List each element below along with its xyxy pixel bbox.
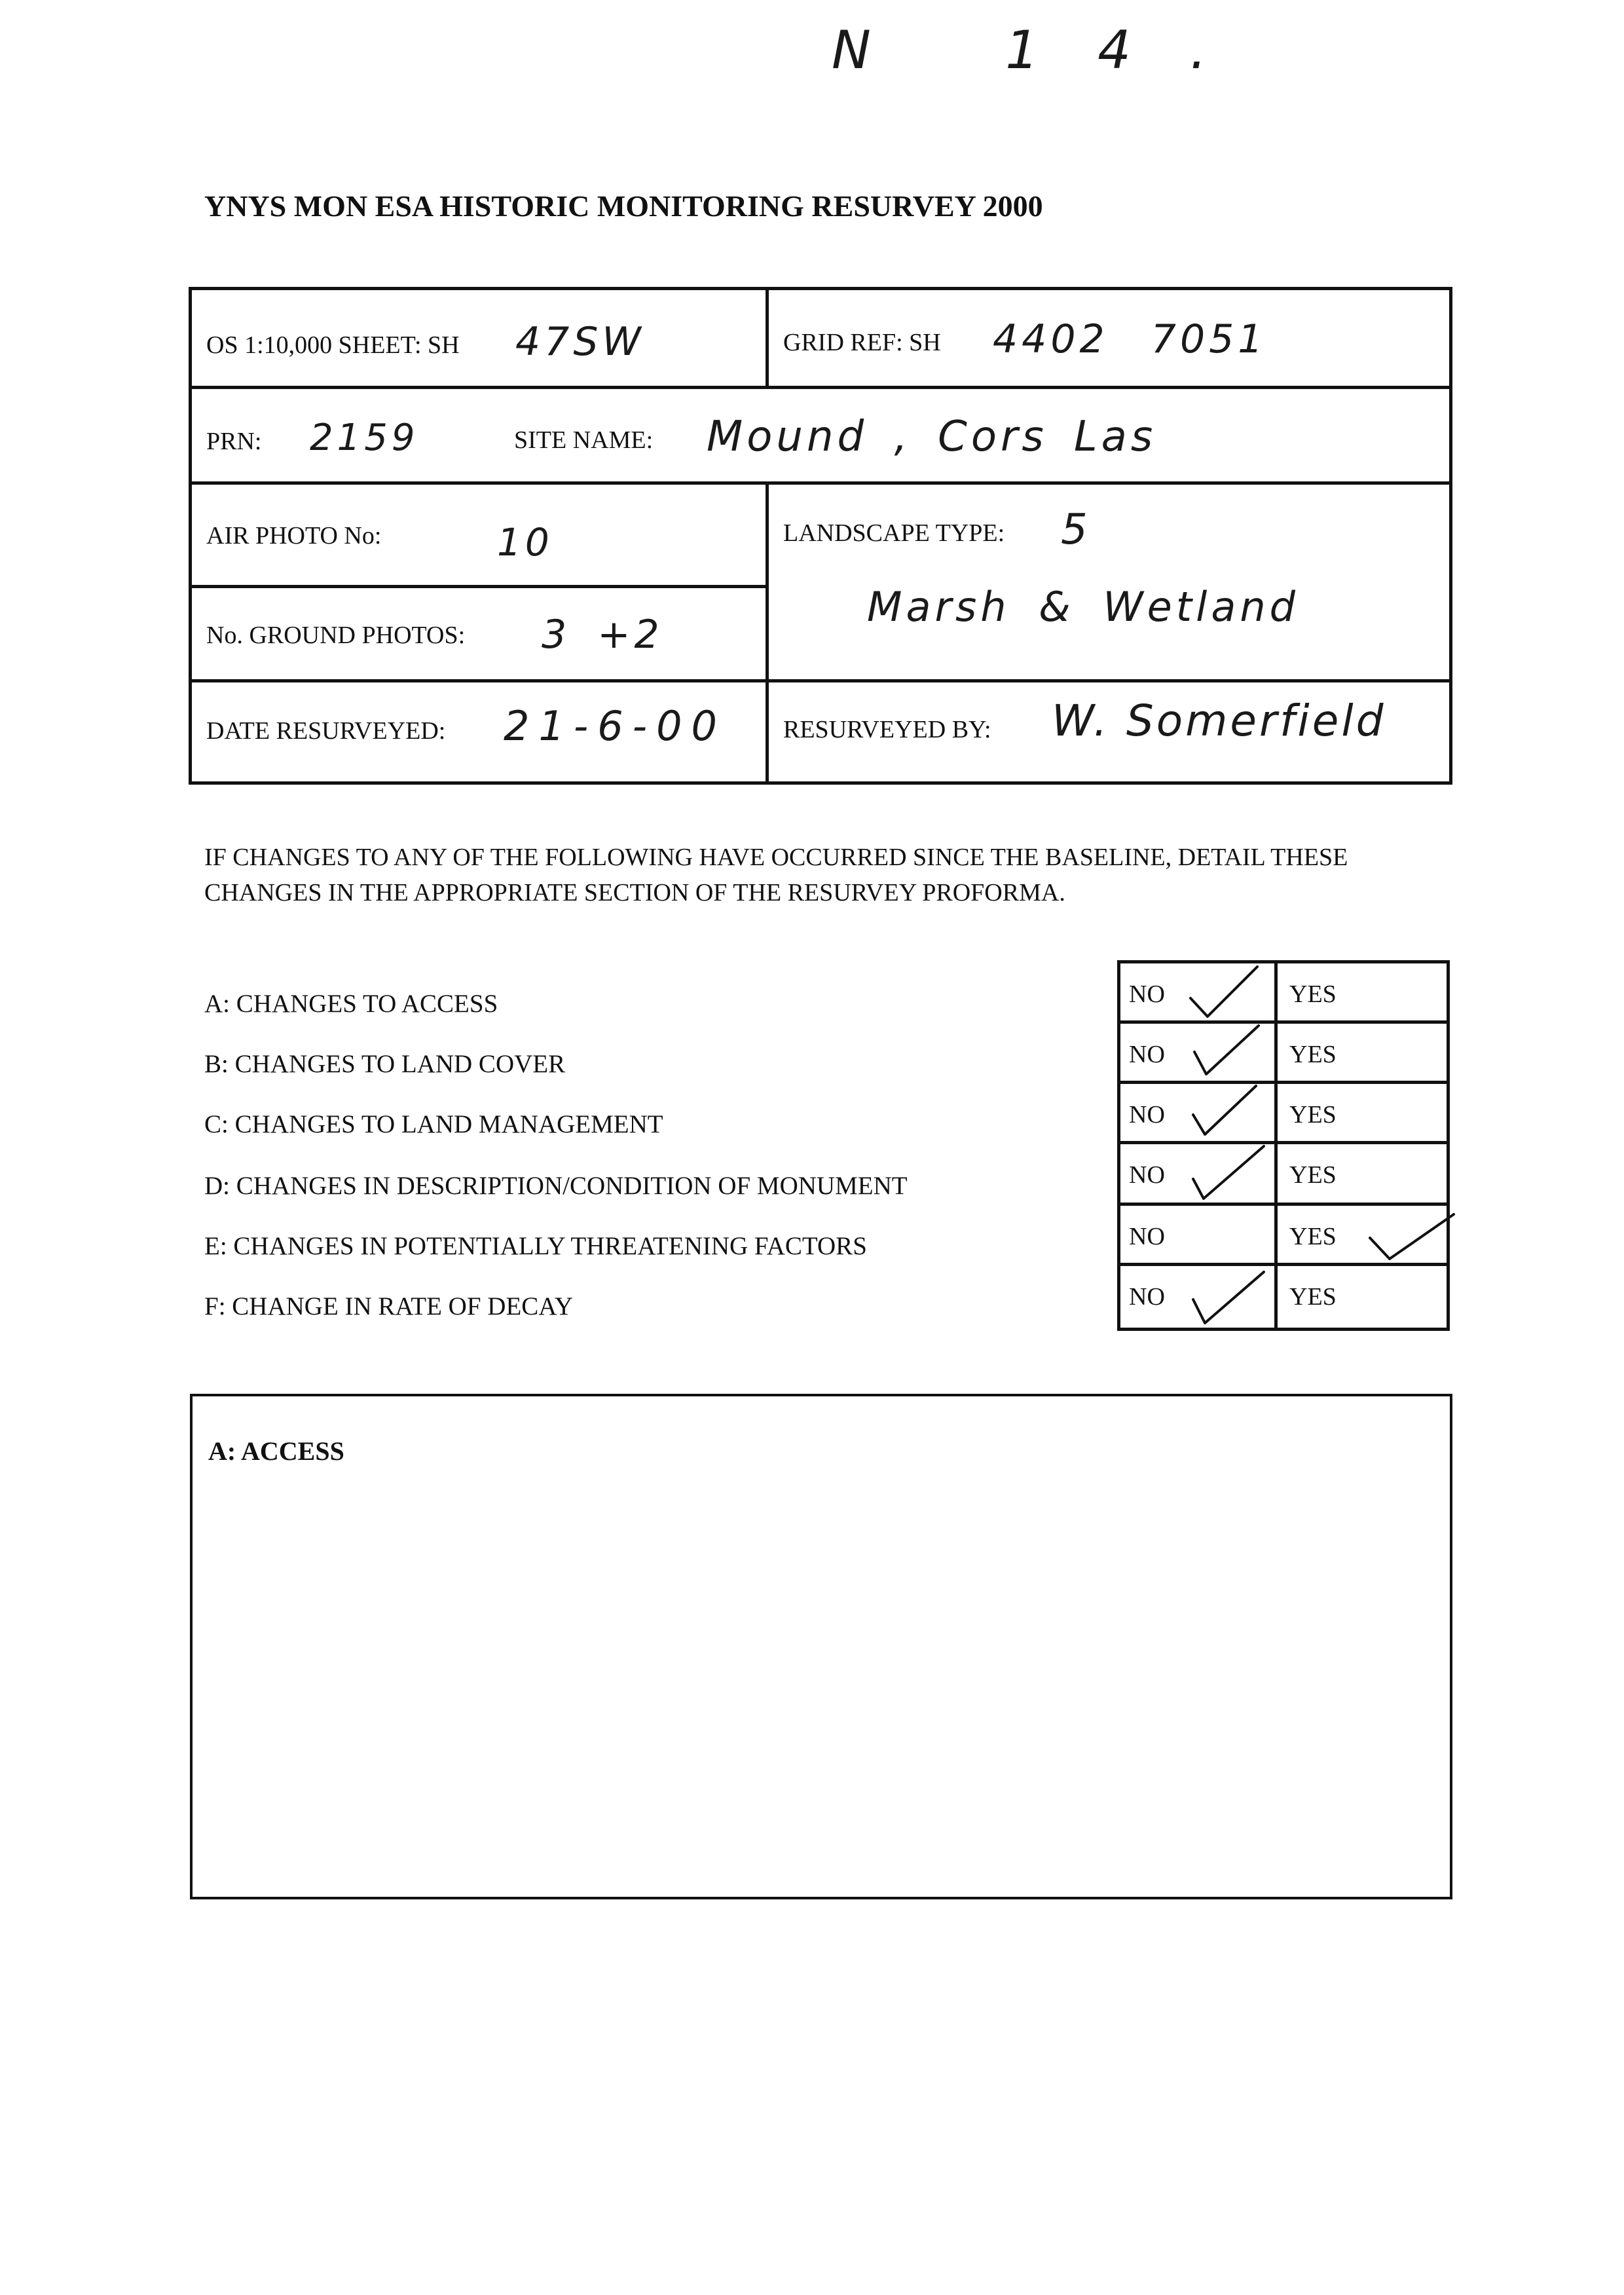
no-label: NO: [1129, 1283, 1165, 1311]
os-sheet-value: 47SW: [515, 319, 645, 365]
change-e-row: [1117, 1203, 1450, 1264]
prn-label: PRN:: [206, 428, 262, 455]
prn-value: 2159: [310, 417, 419, 459]
yes-label: YES: [1289, 980, 1337, 1008]
change-a-yes-checkbox[interactable]: [1278, 960, 1450, 1022]
checkmark-icon: [1189, 1082, 1261, 1138]
site-name-label: SITE NAME:: [514, 426, 654, 454]
checkmark-icon: [1189, 1268, 1268, 1327]
air-photo-cell[interactable]: [192, 485, 766, 585]
change-f-yes-checkbox[interactable]: [1278, 1263, 1450, 1324]
details-table: [189, 287, 1452, 785]
instruction-note: IF CHANGES TO ANY OF THE FOLLOWING HAVE OCCURRED SINCE THE BASELINE, DETAIL THESE CHANGES IN THE APPROPRIATE SECTION OF THE RESURVEY PROFORMA.: [204, 844, 1348, 906]
grid-ref-label: GRID REF: SH: [783, 329, 941, 356]
prn-site-cell[interactable]: [192, 389, 1452, 481]
form-title: YNYS MON ESA HISTORIC MONITORING RESURVEY 2000: [204, 189, 1043, 223]
change-a-label: A: CHANGES TO ACCESS: [204, 990, 498, 1018]
yes-label: YES: [1289, 1283, 1337, 1311]
resurveyed-by-cell[interactable]: [769, 682, 1452, 785]
checkmark-icon: [1189, 1144, 1268, 1203]
air-photo-label: AIR PHOTO No:: [206, 522, 382, 550]
landscape-type-desc: Marsh & Wetland: [867, 583, 1299, 631]
no-label: NO: [1129, 1101, 1165, 1129]
change-f-label: F: CHANGE IN RATE OF DECAY: [204, 1292, 574, 1320]
date-value: 21-6-00: [504, 702, 726, 750]
change-b-label: B: CHANGES TO LAND COVER: [204, 1050, 566, 1078]
air-photo-value: 10: [497, 520, 553, 565]
checkmark-icon: [1188, 964, 1260, 1020]
change-c-row: [1117, 1081, 1450, 1142]
resurveyed-by-label: RESURVEYED BY:: [783, 716, 991, 743]
date-label: DATE RESURVEYED:: [206, 717, 446, 745]
changes-yes-no-table: [1117, 960, 1450, 1331]
change-d-label: D: CHANGES IN DESCRIPTION/CONDITION OF MONUMENT: [204, 1172, 908, 1200]
no-label: NO: [1129, 980, 1165, 1008]
access-section-title: A: ACCESS: [208, 1436, 344, 1466]
change-c-label: C: CHANGES TO LAND MANAGEMENT: [204, 1110, 663, 1138]
os-sheet-cell[interactable]: [192, 290, 766, 386]
yes-label: YES: [1289, 1101, 1337, 1129]
change-e-no-checkbox[interactable]: [1117, 1203, 1274, 1264]
checkmark-icon: [1190, 1023, 1263, 1079]
ground-photos-label: No. GROUND PHOTOS:: [206, 622, 466, 649]
no-label: NO: [1129, 1041, 1165, 1068]
change-d-yes-checkbox[interactable]: [1278, 1141, 1450, 1203]
yes-label: YES: [1289, 1041, 1337, 1068]
change-b-yes-checkbox[interactable]: [1278, 1020, 1450, 1082]
ground-photos-cell[interactable]: [192, 588, 766, 679]
ground-photos-value: 3 +2: [542, 612, 663, 658]
landscape-type-label: LANDSCAPE TYPE:: [783, 519, 1005, 547]
date-cell[interactable]: [192, 682, 766, 785]
access-section[interactable]: [190, 1394, 1452, 1899]
yes-label: YES: [1289, 1161, 1337, 1189]
change-e-label: E: CHANGES IN POTENTIALLY THREATENING FACTORS: [204, 1232, 867, 1260]
page-number-mark: N 14.: [832, 20, 1266, 81]
no-label: NO: [1129, 1223, 1165, 1250]
resurveyed-by-signature: W. Somerfield: [1052, 696, 1386, 746]
change-b-row: [1117, 1020, 1450, 1082]
change-f-row: [1117, 1263, 1450, 1324]
landscape-type-value: 5: [1061, 506, 1092, 554]
grid-ref-cell[interactable]: [769, 290, 1452, 386]
checkmark-icon: [1366, 1212, 1458, 1264]
site-name-value: Mound , Cors Las: [707, 413, 1157, 461]
yes-label: YES: [1289, 1223, 1337, 1250]
change-c-yes-checkbox[interactable]: [1278, 1081, 1450, 1142]
change-a-row: [1117, 960, 1450, 1022]
grid-ref-value: 4402 7051: [993, 316, 1267, 362]
no-label: NO: [1129, 1161, 1165, 1189]
landscape-type-cell[interactable]: [769, 485, 1452, 679]
change-d-row: [1117, 1141, 1450, 1203]
os-sheet-label: OS 1:10,000 SHEET: SH: [206, 331, 460, 359]
